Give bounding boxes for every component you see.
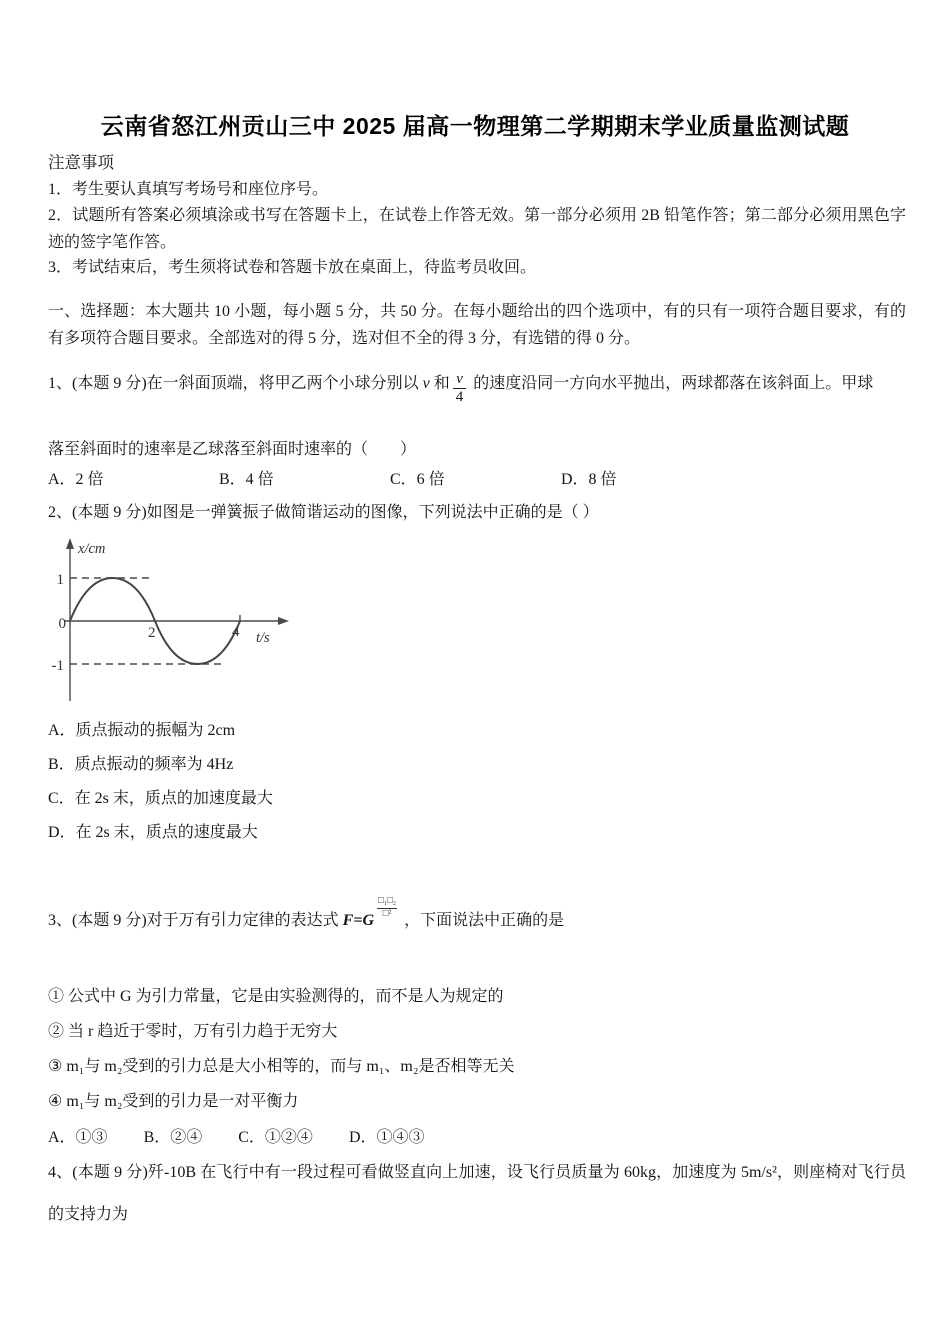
- q3-fraction-numerator: □₁□₂: [378, 896, 397, 906]
- q3-option-b: B．②④: [143, 1129, 203, 1146]
- page-title: 云南省怒江州贡山三中 2025 届高一物理第二学期期末学业质量监测试题: [100, 113, 850, 139]
- q3-statement-4: ④ m₁与 m₂受到的引力是一对平衡力: [48, 1093, 299, 1110]
- q2-option-a: A．质点振动的振幅为 2cm: [48, 722, 236, 739]
- q1-option-a: A．2 倍: [48, 471, 104, 488]
- x-axis-label: t/s: [256, 630, 270, 646]
- y-axis-label: x/cm: [78, 541, 106, 557]
- q3-stem-pre: 3、(本题 9 分)对于万有引力定律的表达式: [48, 911, 339, 929]
- question-1-options: [48, 468, 906, 492]
- q3-fraction-denominator: □²: [377, 908, 397, 921]
- q1-stem-pre: 1、(本题 9 分)在一斜面顶端，将甲乙两个小球分别以: [48, 375, 419, 392]
- q1-stem-post: 的速度沿同一方向水平抛出，两球都落在该斜面上。甲球: [473, 375, 874, 392]
- question-4-stem: 4、(本题 9 分)歼-10B 在飞行中有一段过程可看做竖直向上加速，设飞行员质量为 60kg，加速度为 5m/s²，则座椅对飞行员的支持力为: [48, 1164, 906, 1223]
- shm-graph-svg: [40, 533, 340, 713]
- fraction-numerator: v: [456, 370, 463, 387]
- ytick-1: 1: [56, 572, 64, 588]
- fraction-denominator: 4: [453, 388, 467, 406]
- q1-option-b: B．4 倍: [219, 471, 274, 488]
- ytick-neg1: -1: [51, 658, 64, 674]
- q1-option-c: C．6 倍: [390, 471, 445, 488]
- q1-stem-mid: 和: [433, 375, 450, 392]
- q3-option-c: C．①②④: [238, 1129, 313, 1146]
- notice-heading: 注意事项: [48, 153, 114, 172]
- question-3-answer-options: [48, 1126, 906, 1150]
- y-axis-arrow: [66, 538, 74, 549]
- ytick-0: 0: [58, 616, 66, 632]
- shm-displacement-time-graph: [40, 533, 340, 713]
- xtick-4: 4: [232, 624, 240, 640]
- q3-formula-fraction: [377, 896, 397, 921]
- q3-option-a: A．①③: [48, 1129, 108, 1146]
- q2-option-b: B．质点振动的频率为 4Hz: [48, 756, 234, 773]
- q3-formula-FG: F=G: [342, 911, 375, 929]
- question-2-options: [48, 720, 906, 856]
- q3-statement-3: ③ m₁与 m₂受到的引力总是大小相等的，而与 m₁、m₂是否相等无关: [48, 1058, 515, 1075]
- xtick-2: 2: [148, 625, 156, 641]
- q2-option-d: D．在 2s 末，质点的速度最大: [48, 824, 258, 841]
- fraction-v-over-4: [453, 371, 467, 407]
- q3-option-d: D．①④③: [348, 1129, 425, 1146]
- q1-option-d: D．8 倍: [561, 471, 617, 488]
- question-1-stem: [48, 364, 906, 406]
- question-1-stem-line2: 落至斜面时的速率是乙球落至斜面时速率的（ ）: [48, 441, 417, 458]
- q3-stem-post: ，下面说法中正确的是: [404, 911, 565, 929]
- q3-statement-1: ① 公式中 G 为引力常量，它是由实验测得的，而不是人为规定的: [48, 988, 504, 1005]
- q2-option-c: C．在 2s 末，质点的加速度最大: [48, 790, 273, 807]
- notice-item-1: 1．考生要认真填写考场号和座位序号。: [48, 181, 329, 198]
- question-2-stem: 2、(本题 9 分)如图是一弹簧振子做简谐运动的图像，下列说法中正确的是（ ）: [48, 504, 599, 521]
- q1-var-v: v: [422, 375, 430, 392]
- q3-statement-2: ② 当 r 趋近于零时，万有引力趋于无穷大: [48, 1023, 338, 1040]
- section-1-header: 一、选择题：本大题共 10 小题，每小题 5 分，共 50 分。在每小题给出的四个选项中，有的只有一项符合题目要求，有的有多项符合题目要求。全部选对的得 5 分，选对但不全的得 3 分，有选错的得 0 分。: [48, 303, 906, 347]
- notice-item-2: 2．试题所有答案必须填涂或书写在答题卡上，在试卷上作答无效。第一部分必须用 2B 铅笔作答；第二部分必须用黑色字迹的签字笔作答。: [48, 207, 906, 251]
- x-axis-arrow: [278, 617, 289, 625]
- question-3-statements: [48, 986, 906, 1126]
- question-3-stem: [48, 896, 906, 936]
- notice-item-3: 3．考试结束后，考生须将试卷和答题卡放在桌面上，待监考员收回。: [48, 259, 537, 276]
